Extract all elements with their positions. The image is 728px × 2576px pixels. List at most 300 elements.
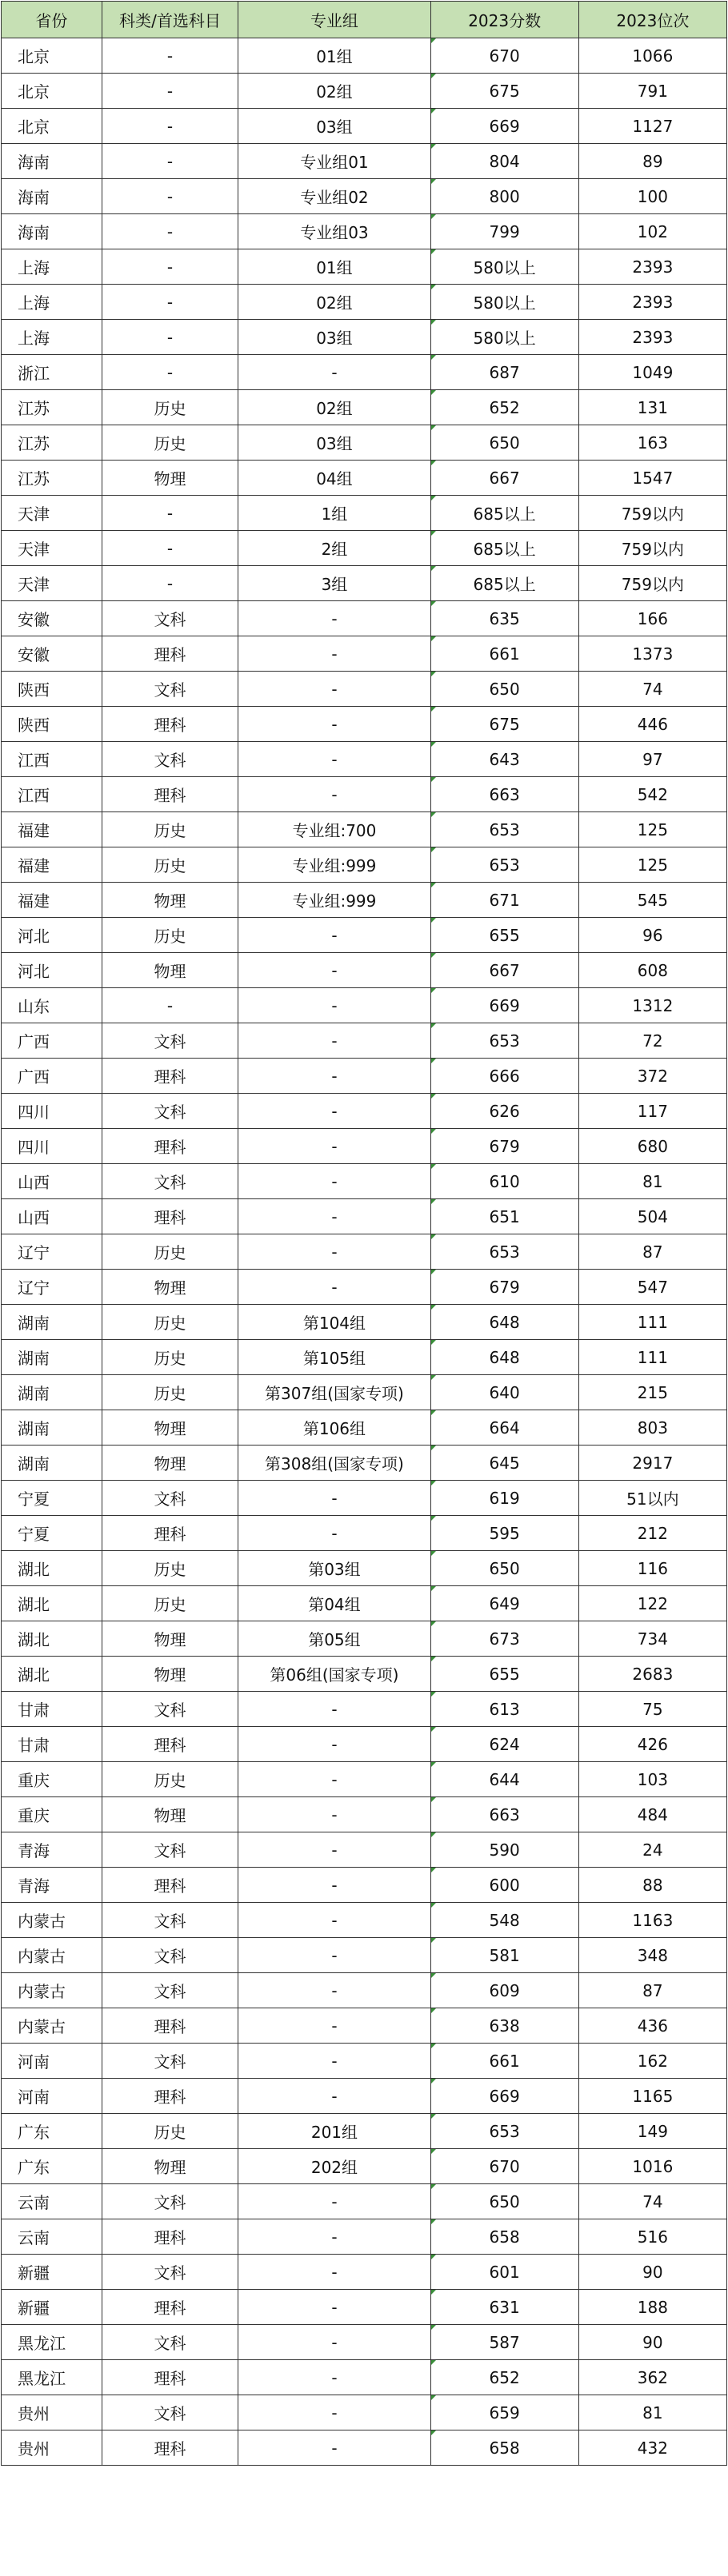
score-cell: 661	[430, 2044, 578, 2079]
rank-cell: 72	[578, 1023, 726, 1059]
score-cell: 613	[430, 1692, 578, 1727]
rank-cell: 348	[578, 1938, 726, 1973]
table-row	[2, 2079, 727, 2114]
major-group-cell: -	[238, 2255, 430, 2290]
major-group-cell: -	[238, 1903, 430, 1938]
major-group-cell: -	[238, 636, 430, 672]
rank-cell: 90	[578, 2255, 726, 2290]
major-group-cell: -	[238, 918, 430, 953]
rank-cell: 103	[578, 1762, 726, 1797]
rank-cell: 74	[578, 2184, 726, 2219]
rank-cell: 125	[578, 847, 726, 883]
table-row	[2, 1446, 727, 1481]
subject-cell: 物理	[102, 1446, 238, 1481]
rank-cell: 734	[578, 1621, 726, 1657]
major-group-cell: -	[238, 1973, 430, 2008]
subject-cell: -	[102, 531, 238, 566]
subject-cell: 文科	[102, 742, 238, 777]
rank-cell: 1547	[578, 461, 726, 496]
rank-cell: 1066	[578, 38, 726, 74]
table-row	[2, 742, 727, 777]
subject-cell: 文科	[102, 2255, 238, 2290]
score-cell: 649	[430, 1586, 578, 1621]
score-cell: 687	[430, 355, 578, 390]
table-row	[2, 355, 727, 390]
score-cell: 640	[430, 1375, 578, 1410]
province-cell: 江苏	[2, 461, 102, 496]
score-cell: 644	[430, 1762, 578, 1797]
header-rank-2023: 2023位次	[578, 2, 726, 38]
major-group-cell: -	[238, 1270, 430, 1305]
rank-cell: 90	[578, 2325, 726, 2360]
rank-cell: 162	[578, 2044, 726, 2079]
table-row	[2, 1692, 727, 1727]
table-row	[2, 672, 727, 707]
major-group-cell: -	[238, 2219, 430, 2255]
subject-cell: 物理	[102, 953, 238, 988]
table-row	[2, 390, 727, 425]
score-cell: 624	[430, 1727, 578, 1762]
score-cell: 651	[430, 1199, 578, 1234]
rank-cell: 131	[578, 390, 726, 425]
major-group-cell: -	[238, 1762, 430, 1797]
province-cell: 湖北	[2, 1586, 102, 1621]
subject-cell: -	[102, 355, 238, 390]
province-cell: 北京	[2, 74, 102, 109]
score-cell: 667	[430, 953, 578, 988]
subject-cell: 物理	[102, 1621, 238, 1657]
header-major-group: 专业组	[238, 2, 430, 38]
score-cell: 653	[430, 847, 578, 883]
major-group-cell: -	[238, 707, 430, 742]
subject-cell: 理科	[102, 2290, 238, 2325]
province-cell: 河南	[2, 2044, 102, 2079]
province-cell: 浙江	[2, 355, 102, 390]
subject-cell: 文科	[102, 1023, 238, 1059]
score-cell: 670	[430, 2149, 578, 2184]
major-group-cell: -	[238, 2395, 430, 2430]
score-cell: 631	[430, 2290, 578, 2325]
province-cell: 四川	[2, 1129, 102, 1164]
subject-cell: 历史	[102, 390, 238, 425]
score-cell: 645	[430, 1446, 578, 1481]
major-group-cell: -	[238, 1129, 430, 1164]
province-cell: 江苏	[2, 425, 102, 461]
province-cell: 新疆	[2, 2290, 102, 2325]
table-row	[2, 1657, 727, 1692]
subject-cell: 历史	[102, 1551, 238, 1586]
province-cell: 湖北	[2, 1551, 102, 1586]
province-cell: 山西	[2, 1164, 102, 1199]
table-row	[2, 1551, 727, 1586]
table-row	[2, 1797, 727, 1832]
score-cell: 670	[430, 38, 578, 74]
province-cell: 内蒙古	[2, 2008, 102, 2044]
subject-cell: 理科	[102, 1516, 238, 1551]
score-cell: 675	[430, 74, 578, 109]
subject-cell: 理科	[102, 1129, 238, 1164]
major-group-cell: 专业组:700	[238, 812, 430, 847]
score-cell: 679	[430, 1270, 578, 1305]
province-cell: 福建	[2, 883, 102, 918]
subject-cell: 物理	[102, 1270, 238, 1305]
rank-cell: 2393	[578, 285, 726, 320]
province-cell: 湖南	[2, 1446, 102, 1481]
rank-cell: 608	[578, 953, 726, 988]
header-row	[2, 2, 727, 38]
province-cell: 福建	[2, 812, 102, 847]
province-cell: 天津	[2, 531, 102, 566]
table-row	[2, 1023, 727, 1059]
rank-cell: 2393	[578, 320, 726, 355]
table-row	[2, 1868, 727, 1903]
province-cell: 海南	[2, 179, 102, 214]
major-group-cell: 第104组	[238, 1305, 430, 1340]
rank-cell: 75	[578, 1692, 726, 1727]
rank-cell: 1373	[578, 636, 726, 672]
table-row	[2, 1762, 727, 1797]
rank-cell: 122	[578, 1586, 726, 1621]
major-group-cell: -	[238, 1868, 430, 1903]
table-row	[2, 1234, 727, 1270]
table-row	[2, 636, 727, 672]
rank-cell: 24	[578, 1832, 726, 1868]
score-cell: 635	[430, 601, 578, 636]
subject-cell: 历史	[102, 1340, 238, 1375]
table-row	[2, 1973, 727, 2008]
province-cell: 甘肃	[2, 1692, 102, 1727]
rank-cell: 545	[578, 883, 726, 918]
province-cell: 河北	[2, 918, 102, 953]
table-row	[2, 2184, 727, 2219]
score-cell: 673	[430, 1621, 578, 1657]
major-group-cell: -	[238, 1692, 430, 1727]
subject-cell: 物理	[102, 1657, 238, 1692]
province-cell: 福建	[2, 847, 102, 883]
subject-cell: 理科	[102, 2219, 238, 2255]
table-row	[2, 953, 727, 988]
subject-cell: 物理	[102, 1797, 238, 1832]
score-cell: 663	[430, 777, 578, 812]
subject-cell: 物理	[102, 1410, 238, 1446]
table-row	[2, 144, 727, 179]
subject-cell: -	[102, 988, 238, 1023]
province-cell: 湖南	[2, 1410, 102, 1446]
score-cell: 626	[430, 1094, 578, 1129]
rank-cell: 117	[578, 1094, 726, 1129]
rank-cell: 100	[578, 179, 726, 214]
table-row	[2, 2008, 727, 2044]
rank-cell: 2917	[578, 1446, 726, 1481]
rank-cell: 212	[578, 1516, 726, 1551]
rank-cell: 111	[578, 1305, 726, 1340]
score-cell: 661	[430, 636, 578, 672]
rank-cell: 87	[578, 1234, 726, 1270]
rank-cell: 1165	[578, 2079, 726, 2114]
province-cell: 重庆	[2, 1797, 102, 1832]
rank-cell: 81	[578, 1164, 726, 1199]
province-cell: 辽宁	[2, 1234, 102, 1270]
province-cell: 青海	[2, 1832, 102, 1868]
subject-cell: -	[102, 285, 238, 320]
table-row	[2, 1410, 727, 1446]
score-cell: 664	[430, 1410, 578, 1446]
rank-cell: 96	[578, 918, 726, 953]
major-group-cell: 第05组	[238, 1621, 430, 1657]
score-cell: 580以上	[430, 249, 578, 285]
table-row	[2, 1516, 727, 1551]
major-group-cell: -	[238, 2008, 430, 2044]
province-cell: 辽宁	[2, 1270, 102, 1305]
table-row	[2, 1199, 727, 1234]
table-row	[2, 496, 727, 531]
subject-cell: 文科	[102, 1938, 238, 1973]
table-row	[2, 249, 727, 285]
subject-cell: 历史	[102, 847, 238, 883]
major-group-cell: -	[238, 777, 430, 812]
province-cell: 四川	[2, 1094, 102, 1129]
table-body	[2, 38, 727, 2466]
subject-cell: 物理	[102, 883, 238, 918]
subject-cell: -	[102, 320, 238, 355]
rank-cell: 372	[578, 1059, 726, 1094]
table-row	[2, 2290, 727, 2325]
subject-cell: 理科	[102, 2079, 238, 2114]
province-cell: 宁夏	[2, 1481, 102, 1516]
score-cell: 667	[430, 461, 578, 496]
subject-cell: 历史	[102, 918, 238, 953]
rank-cell: 484	[578, 1797, 726, 1832]
rank-cell: 87	[578, 1973, 726, 2008]
subject-cell: 理科	[102, 1727, 238, 1762]
subject-cell: 文科	[102, 1692, 238, 1727]
rank-cell: 125	[578, 812, 726, 847]
score-cell: 675	[430, 707, 578, 742]
score-cell: 653	[430, 1023, 578, 1059]
subject-cell: 文科	[102, 672, 238, 707]
major-group-cell: 3组	[238, 566, 430, 601]
major-group-cell: -	[238, 2044, 430, 2079]
rank-cell: 88	[578, 1868, 726, 1903]
subject-cell: -	[102, 249, 238, 285]
subject-cell: 理科	[102, 707, 238, 742]
province-cell: 天津	[2, 496, 102, 531]
major-group-cell: 专业组:999	[238, 847, 430, 883]
province-cell: 北京	[2, 109, 102, 144]
province-cell: 北京	[2, 38, 102, 74]
table-row	[2, 566, 727, 601]
score-cell: 619	[430, 1481, 578, 1516]
table-row	[2, 2044, 727, 2079]
major-group-cell: -	[238, 2184, 430, 2219]
province-cell: 云南	[2, 2219, 102, 2255]
table-row	[2, 2360, 727, 2395]
score-cell: 650	[430, 1551, 578, 1586]
subject-cell: 理科	[102, 636, 238, 672]
table-row	[2, 74, 727, 109]
province-cell: 上海	[2, 249, 102, 285]
major-group-cell: -	[238, 2325, 430, 2360]
score-cell: 663	[430, 1797, 578, 1832]
major-group-cell: 第308组(国家专项)	[238, 1446, 430, 1481]
table-row	[2, 1586, 727, 1621]
score-cell: 548	[430, 1903, 578, 1938]
major-group-cell: -	[238, 1832, 430, 1868]
table-row	[2, 38, 727, 74]
table-row	[2, 1129, 727, 1164]
table-row	[2, 812, 727, 847]
score-cell: 652	[430, 390, 578, 425]
major-group-cell: -	[238, 601, 430, 636]
subject-cell: 物理	[102, 461, 238, 496]
rank-cell: 362	[578, 2360, 726, 2395]
province-cell: 贵州	[2, 2395, 102, 2430]
province-cell: 江西	[2, 777, 102, 812]
province-cell: 湖南	[2, 1340, 102, 1375]
table-row	[2, 2430, 727, 2466]
rank-cell: 432	[578, 2430, 726, 2466]
score-cell: 655	[430, 918, 578, 953]
subject-cell: 文科	[102, 1164, 238, 1199]
score-cell: 679	[430, 1129, 578, 1164]
score-cell: 580以上	[430, 320, 578, 355]
score-cell: 659	[430, 2395, 578, 2430]
table-row	[2, 2395, 727, 2430]
major-group-cell: -	[238, 1199, 430, 1234]
rank-cell: 446	[578, 707, 726, 742]
province-cell: 内蒙古	[2, 1903, 102, 1938]
province-cell: 上海	[2, 320, 102, 355]
province-cell: 陕西	[2, 672, 102, 707]
score-cell: 799	[430, 214, 578, 249]
table-row	[2, 707, 727, 742]
rank-cell: 97	[578, 742, 726, 777]
score-cell: 685以上	[430, 496, 578, 531]
score-cell: 800	[430, 179, 578, 214]
province-cell: 重庆	[2, 1762, 102, 1797]
major-group-cell: -	[238, 742, 430, 777]
province-cell: 安徽	[2, 601, 102, 636]
table-row	[2, 285, 727, 320]
province-cell: 青海	[2, 1868, 102, 1903]
table-row	[2, 531, 727, 566]
major-group-cell: 2组	[238, 531, 430, 566]
rank-cell: 51以内	[578, 1481, 726, 1516]
rank-cell: 2393	[578, 249, 726, 285]
subject-cell: 理科	[102, 1868, 238, 1903]
rank-cell: 149	[578, 2114, 726, 2149]
score-cell: 671	[430, 883, 578, 918]
rank-cell: 81	[578, 2395, 726, 2430]
rank-cell: 504	[578, 1199, 726, 1234]
province-cell: 海南	[2, 214, 102, 249]
subject-cell: 文科	[102, 2184, 238, 2219]
score-cell: 595	[430, 1516, 578, 1551]
score-cell: 658	[430, 2219, 578, 2255]
score-cell: 685以上	[430, 566, 578, 601]
province-cell: 广东	[2, 2149, 102, 2184]
major-group-cell: -	[238, 1516, 430, 1551]
major-group-cell: -	[238, 2360, 430, 2395]
major-group-cell: 01组	[238, 38, 430, 74]
major-group-cell: -	[238, 2079, 430, 2114]
score-cell: 653	[430, 812, 578, 847]
subject-cell: -	[102, 38, 238, 74]
major-group-cell: -	[238, 1023, 430, 1059]
rank-cell: 791	[578, 74, 726, 109]
rank-cell: 102	[578, 214, 726, 249]
major-group-cell: -	[238, 672, 430, 707]
province-cell: 广东	[2, 2114, 102, 2149]
score-cell: 643	[430, 742, 578, 777]
major-group-cell: 202组	[238, 2149, 430, 2184]
score-cell: 653	[430, 1234, 578, 1270]
table-row	[2, 1727, 727, 1762]
subject-cell: 历史	[102, 1234, 238, 1270]
major-group-cell: -	[238, 1481, 430, 1516]
rank-cell: 1016	[578, 2149, 726, 2184]
rank-cell: 188	[578, 2290, 726, 2325]
major-group-cell: -	[238, 355, 430, 390]
table-row	[2, 1375, 727, 1410]
major-group-cell: 第06组(国家专项)	[238, 1657, 430, 1692]
province-cell: 河北	[2, 953, 102, 988]
table-row	[2, 1340, 727, 1375]
rank-cell: 542	[578, 777, 726, 812]
rank-cell: 803	[578, 1410, 726, 1446]
score-cell: 601	[430, 2255, 578, 2290]
province-cell: 上海	[2, 285, 102, 320]
score-cell: 658	[430, 2430, 578, 2466]
subject-cell: -	[102, 179, 238, 214]
table-row	[2, 777, 727, 812]
province-cell: 河南	[2, 2079, 102, 2114]
major-group-cell: 201组	[238, 2114, 430, 2149]
major-group-cell: 专业组03	[238, 214, 430, 249]
score-cell: 653	[430, 2114, 578, 2149]
rank-cell: 1049	[578, 355, 726, 390]
subject-cell: 文科	[102, 2044, 238, 2079]
province-cell: 山东	[2, 988, 102, 1023]
major-group-cell: 02组	[238, 74, 430, 109]
subject-cell: -	[102, 566, 238, 601]
subject-cell: -	[102, 109, 238, 144]
subject-cell: 文科	[102, 2325, 238, 2360]
major-group-cell: 03组	[238, 320, 430, 355]
rank-cell: 166	[578, 601, 726, 636]
subject-cell: 文科	[102, 601, 238, 636]
rank-cell: 680	[578, 1129, 726, 1164]
province-cell: 云南	[2, 2184, 102, 2219]
major-group-cell: 03组	[238, 109, 430, 144]
score-cell: 669	[430, 109, 578, 144]
subject-cell: 历史	[102, 1762, 238, 1797]
score-cell: 652	[430, 2360, 578, 2395]
table-row	[2, 214, 727, 249]
subject-cell: 理科	[102, 1059, 238, 1094]
province-cell: 湖南	[2, 1305, 102, 1340]
rank-cell: 74	[578, 672, 726, 707]
subject-cell: 文科	[102, 1481, 238, 1516]
table-row	[2, 1903, 727, 1938]
score-cell: 587	[430, 2325, 578, 2360]
province-cell: 江苏	[2, 390, 102, 425]
table-row	[2, 988, 727, 1023]
table-row	[2, 847, 727, 883]
table-row	[2, 883, 727, 918]
major-group-cell: 专业组01	[238, 144, 430, 179]
major-group-cell: 第03组	[238, 1551, 430, 1586]
